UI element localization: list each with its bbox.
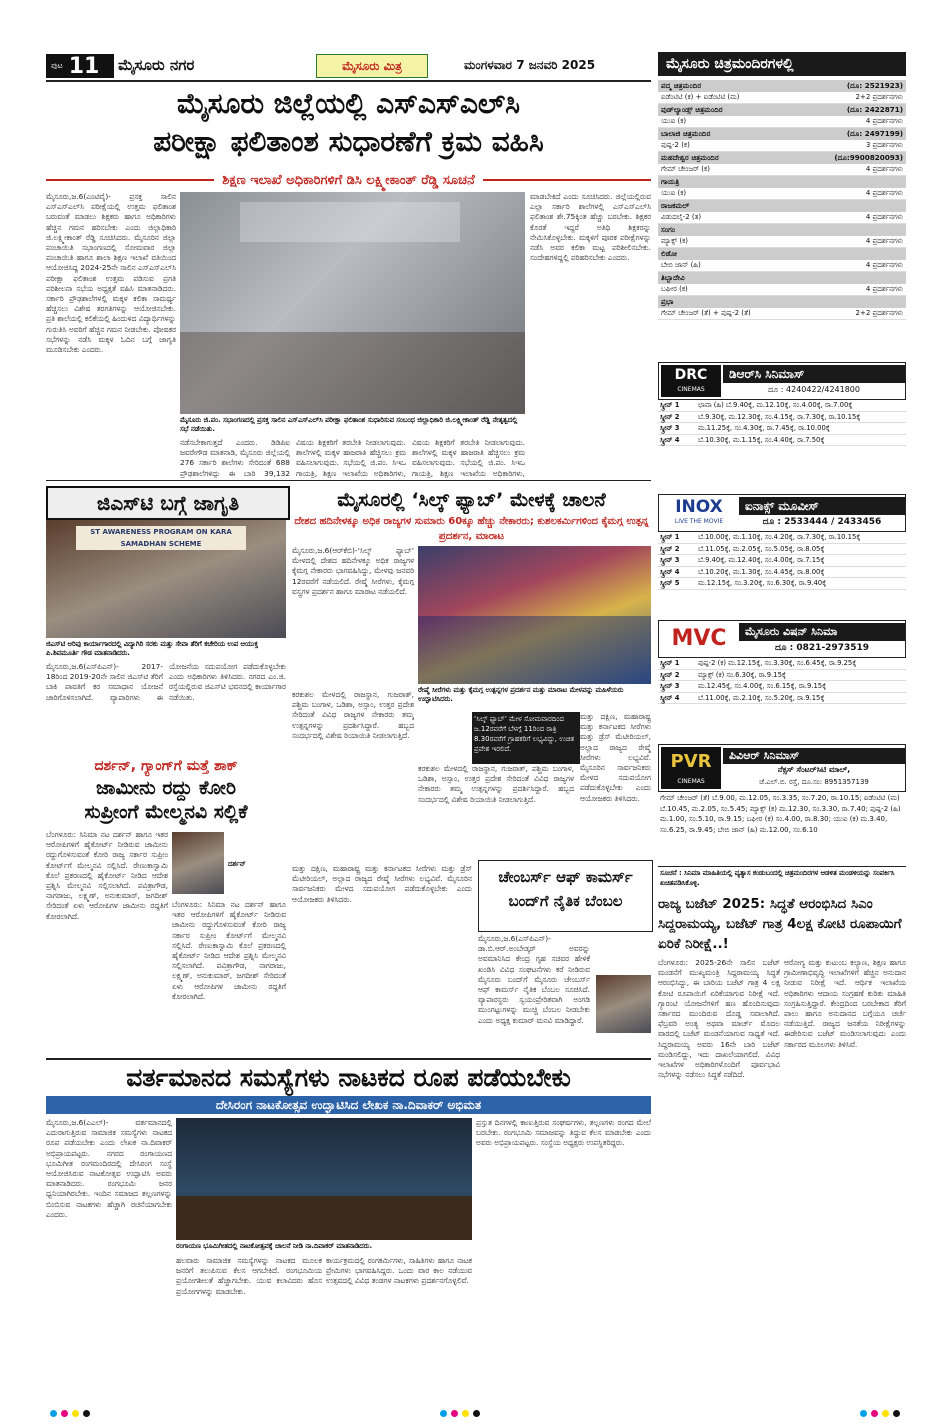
registration-dots-center	[440, 1402, 484, 1421]
registration-dot	[451, 1410, 458, 1417]
masthead-rule	[46, 80, 651, 82]
theatre-hall-name: ವುಡ್‌ಲ್ಯಾಂಡ್ಸ್ ಚಿತ್ರಮಂದಿರ	[661, 105, 723, 114]
theatre-movie-row	[658, 92, 906, 104]
lead-column-2: ನಡೆಸಬೇಕಾಗುತ್ತದೆ ಎಂದರು. ಡಿಡಿಪಿಐ ಜವರೇಗೌಡ ಮಾತನಾಡಿ, ಮೈಸೂರು ಜಿಲ್ಲೆಯಲ್ಲಿ 276 ಸರ್ಕಾರಿ ಶಾಲೆಗಳು ಸೇರಿದಂತೆ 688 ಪ್ರೌಢಶಾಲೆಗಳಿದ್ದು ಈ ಬಾರಿ 39,132	[180, 438, 290, 478]
theatre-movie: ಐಡೆಂಟಿಟಿ (ಕ) + ಐಡೆಂಟಿಟಿ (ಮ)	[661, 93, 740, 101]
mvc-screen-label: ಸ್ಕ್ರೀನ್ 1	[660, 659, 680, 667]
drc-screen-row	[658, 412, 906, 424]
theatre-hall-name: ಪ್ರಭಾ	[661, 297, 674, 306]
theatre-movie: ಯುಐ (ಕ)	[661, 189, 687, 197]
pvr-name: ಪಿವಿಆರ್ ಸಿನಿಮಾಸ್	[723, 748, 905, 764]
inox-showtimes	[658, 532, 906, 590]
theatre-movie-row	[658, 260, 906, 272]
mvc-showtimes-text: ಮ್ಯಾಕ್ಸ್ (ಕ) ಸಂ.6.30ಕ್ಕೆ, ರಾ.9.15ಕ್ಕೆ	[698, 670, 786, 679]
mvc-screen-row	[658, 670, 906, 682]
theatre-hall-name: ತಿಬ್ಬಾದೇವಿ	[661, 273, 685, 282]
inox-screen-label: ಸ್ಕ್ರೀನ್ 3	[660, 556, 680, 564]
gst-photo	[46, 520, 286, 638]
drama-column-4: ಪ್ರಸ್ತುತ ದಿನಗಳಲ್ಲಿ ಕಾಣುತ್ತಿರುವ ಸಂಘರ್ಷಗಳು, ತಲ್ಲಣಗಳು ರಂಗದ ಮೇಲೆ ಬರಬೇಕು. ರಂಗಭೂಮಿ ಸಮಾಜವನ್ನು ತಿದ್ದುವ ಕೆಲಸ ಮಾಡಬೇಕು ಎಂದು ಅವರು ಅಭಿಪ್ರಾಯಪಟ್ಟರು. ಸಂಸ್ಥೆಯ ಅಧ್ಯಕ್ಷರು ಉಪಸ್ಥಿತರಿದ್ದರು.	[476, 1118, 651, 1148]
lead-headline-line-2: ಪರೀಕ್ಷಾ ಫಲಿತಾಂಶ ಸುಧಾರಣೆಗೆ ಕ್ರಮ ವಹಿಸಿ	[153, 125, 544, 158]
silk-column-1: ಮೈಸೂರು,ಜ.6(ಆರ್‌ಕೆಬಿ)-‘ಸಿಲ್ಕ್ ಫ್ಯಾಬ್’ ಮೇಳದಲ್ಲಿ ದೇಶದ ಹದಿನೇಳಕ್ಕೂ ಅಧಿಕ ರಾಜ್ಯಗಳ ಕೈಮಗ್ಗ ನೇಕಾರರು ಭಾಗವಹಿಸಿದ್ದು, ಮೇಳವು ಜನವರಿ 12ರವರೆಗೆ ನಡೆಯಲಿದೆ. ರೇಷ್ಮೆ ಸೀರೆಗಳು, ಕೈಮಗ್ಗ ವಸ್ತ್ರಗಳ ಪ್ರದರ್ಶನ ಹಾಗೂ ಮಾರಾಟ ನಡೆಯಲಿದೆ.	[292, 546, 414, 596]
silk-subhead: ದೇಶದ ಹದಿನೇಳಕ್ಕೂ ಅಧಿಕ ರಾಜ್ಯಗಳ ಸುಮಾರು 60ಕ್ಕೂ ಹೆಚ್ಚು ನೇಕಾರರು; ಕುಶಲಕರ್ಮಿಗಳಿಂದ ಕೈಮಗ್ಗ ಉತ್ಪನ್ನ ಪ್ರದರ್ಶನ, ಮಾರಾಟ	[294, 516, 649, 542]
mvc-showtimes	[658, 658, 906, 704]
silk-caption: ರೇಷ್ಮೆ ಸೀರೆಗಳು ಮತ್ತು ಕೈಮಗ್ಗ ಉತ್ಪನ್ನಗಳ ಪ್ರದರ್ಶನ ಮತ್ತು ಮಾರಾಟ ಮೇಳವನ್ನು ಮಹಿಳೆಯರು ಉದ್ಘಾಟಿಸಿದರು.	[418, 686, 624, 703]
darshan-photo	[172, 832, 224, 894]
theatre-movie-row	[658, 188, 906, 200]
silk-column-2: ಕರಕುಶಲ ಮೇಳದಲ್ಲಿ ರಾಜಸ್ಥಾನ, ಗುಜರಾತ್, ಪಶ್ಚಿಮ ಬಂಗಾಳ, ಒಡಿಶಾ, ಅಸ್ಸಾಂ, ಉತ್ತರ ಪ್ರದೇಶ ಸೇರಿದಂತೆ ವಿವಿಧ ರಾಜ್ಯಗಳ ನೇಕಾರರು ತಮ್ಮ ಉತ್ಪನ್ನಗಳನ್ನು ಪ್ರದರ್ಶಿಸಿದ್ದಾರೆ. ಹಬ್ಬದ ಸಂದರ್ಭದಲ್ಲಿ ವಿಶೇಷ ರಿಯಾಯಿತಿ ನೀಡಲಾಗುತ್ತಿದೆ.	[292, 690, 414, 740]
drc-name: ಡಿಆರ್‌ಸಿ ಸಿನಿಮಾಸ್	[723, 365, 905, 383]
section-name: ಮೈಸೂರು ನಗರ	[118, 56, 195, 74]
mvc-showtimes-text: ಮ.12.45ಕ್ಕೆ, ಸಂ.4.00ಕ್ಕೆ, ಸಂ.6.15ಕ್ಕೆ, ರಾ.9.15ಕ್ಕೆ	[698, 682, 827, 690]
page-label: ಪುಟ	[51, 61, 63, 70]
inox-screen-label: ಸ್ಕ್ರೀನ್ 4	[660, 567, 680, 576]
theatre-hall-phone: (ದೂ: 2422871)	[846, 105, 903, 114]
inox-showtimes-text: ಬೆ.11.05ಕ್ಕೆ, ಮ.2.05ಕ್ಕೆ, ಸಂ.5.05ಕ್ಕೆ, ರಾ.8.05ಕ್ಕೆ	[698, 544, 825, 553]
registration-dot	[882, 1410, 889, 1417]
theatre-hall	[658, 128, 906, 140]
lead-photo-meeting	[180, 192, 525, 414]
theatres-title: ಮೈಸೂರು ಚಿತ್ರಮಂದಿರಗಳಲ್ಲಿ	[658, 52, 906, 76]
drc-logo-sub: CINEMAS	[677, 386, 705, 393]
drc-logo	[661, 365, 721, 397]
theatre-hall-name: ಸಂಗಂ	[661, 225, 676, 234]
inox-screen-label: ಸ್ಕ್ರೀನ್ 5	[660, 579, 680, 587]
inox-block	[658, 494, 906, 590]
theatre-list	[658, 80, 906, 320]
drama-photo	[176, 1118, 472, 1240]
theatre-movie-row	[658, 308, 906, 320]
theatre-shows: 4 ಪ್ರದರ್ಶನಗಳು	[865, 285, 903, 293]
rule-after-lead	[46, 480, 651, 481]
silk-info-box: ‘ಸಿಲ್ಕ್ ಫ್ಯಾಬ್’ ಮೇಳ ಸೋಮವಾರದಿಂದ ಜ.12ರವರೆಗೆ ಬೆಳಗ್ಗೆ 11ರಿಂದ ರಾತ್ರಿ 8.30ರವರೆಗೆ ಗ್ರಾಹಕರಿಗೆ ಲಭ್ಯವಿದ್ದು, ಉಚಿತ ಪ್ರವೇಶ ಇರಲಿದೆ.	[472, 712, 580, 764]
mvc-screen-label: ಸ್ಕ್ರೀನ್ 3	[660, 682, 680, 690]
theatre-movie-row	[658, 236, 906, 248]
theatre-hall	[658, 248, 906, 260]
inox-showtimes-text: ಮ.12.15ಕ್ಕೆ, ಸಂ.3.20ಕ್ಕೆ, ಸಂ.6.30ಕ್ಕೆ, ರಾ.9.40ಕ್ಕೆ	[698, 579, 827, 587]
drc-showtimes-text: ಮ.11.25ಕ್ಕೆ, ಸಂ.4.30ಕ್ಕೆ, ರಾ.7.45ಕ್ಕೆ, ರಾ.10.00ಕ್ಕೆ	[698, 424, 830, 432]
chamber-photo	[596, 975, 651, 1033]
inox-screen-row	[658, 578, 906, 590]
drc-screen-label: ಸ್ಕ್ರೀನ್ 3	[660, 424, 680, 432]
inox-screen-row	[658, 544, 906, 556]
lead-subhead	[46, 170, 651, 190]
drama-subhead: ದೇಸಿರಂಗ ನಾಟಕೋತ್ಸವ ಉದ್ಘಾಟಿಸಿದ ಲೇಖಕ ನಾ.ದಿವಾಕರ್ ಅಭಿಮತ	[46, 1096, 651, 1114]
drc-logo-text: DRC	[674, 367, 708, 383]
darshan-photo-label: ದರ್ಶನ್	[228, 860, 246, 868]
inox-showtimes-text: ಬೆ.9.40ಕ್ಕೆ, ಮ.12.40ಕ್ಕೆ, ಸಂ.4.00ಕ್ಕೆ, ರಾ.7.15ಕ್ಕೆ	[698, 556, 825, 564]
theatre-movie-row	[658, 212, 906, 224]
theatre-shows: 2+2 ಪ್ರದರ್ಶನಗಳು	[855, 93, 903, 101]
mvc-showtimes-text: ಪುಷ್ಪ-2 (ಕ) ಮ.12.15ಕ್ಕೆ, ಸಂ.3.30ಕ್ಕೆ, ಸಂ.6.45ಕ್ಕೆ, ರಾ.9.25ಕ್ಕೆ	[698, 659, 857, 667]
budget-column-2: ಆರೋಗ್ಯ ಮತ್ತು ಕುಟುಂಬ ಕಲ್ಯಾಣ, ಶಿಕ್ಷಣ ಹಾಗೂ ಗ್ರಾಮೀಣಾಭಿವೃದ್ಧಿ ಇಲಾಖೆಗಳಿಗೆ ಹೆಚ್ಚಿನ ಅನುದಾನ ನೀಡುವ ನಿರೀಕ್ಷೆ ಇದೆ. ಆರ್ಥಿಕ ಇಲಾಖೆಯ ಅಧಿಕಾರಿಗಳು ಆದಾಯ ಸಂಗ್ರಹಣೆ ಕುರಿತು ಮಾಹಿತಿ ಸಂಗ್ರಹಿಸುತ್ತಿದ್ದಾರೆ. ಕೇಂದ್ರದಿಂದ ಬರಬೇಕಾದ ತೆರಿಗೆ ಪಾಲು ಹಾಗೂ ಅನುದಾನದ ಬಗ್ಗೆಯೂ ಚರ್ಚೆ ನಡೆಯುತ್ತಿದೆ. ರಾಜ್ಯದ ಜನತೆಯ ನಿರೀಕ್ಷೆಗಳನ್ನು ಈಡೇರಿಸುವ ಬಜೆಟ್ ಮಂಡಿಸಲಾಗುವುದು ಎಂದು ಸರ್ಕಾರದ ಮೂಲಗಳು ತಿಳಿಸಿವೆ.	[784, 958, 906, 1049]
theatre-movie: ಪುಷ್ಪ-2 (ಕ)	[661, 141, 690, 149]
chamber-headline-1: ಚೇಂಬರ್ಸ್ ಆಫ್ ಕಾಮರ್ಸ್	[498, 868, 633, 886]
mvc-logo: MVC	[671, 626, 727, 651]
darshan-kicker: ದರ್ಶನ್, ಗ್ಯಾಂಗ್‌ಗೆ ಮತ್ತೆ ಶಾಕ್	[94, 758, 238, 774]
inox-name: ಐನಾಕ್ಸ್ ಮೂವೀಸ್	[739, 497, 905, 515]
darshan-body-right: ಬೆಂಗಳೂರು: ಸಿನಿಮಾ ನಟ ದರ್ಶನ್ ಹಾಗೂ ಇತರ ಆರೋಪಿಗಳಿಗೆ ಹೈಕೋರ್ಟ್ ನೀಡಿರುವ ಜಾಮೀನು ರದ್ದುಗೊಳಿಸುವಂತೆ ಕೋರಿ ರಾಜ್ಯ ಸರ್ಕಾರ ಸುಪ್ರೀಂ ಕೋರ್ಟ್‌ಗೆ ಮೇಲ್ಮನವಿ ಸಲ್ಲಿಸಿದೆ. ರೇಣುಕಾಸ್ವಾಮಿ ಕೊಲೆ ಪ್ರಕರಣದಲ್ಲಿ ಹೈಕೋರ್ಟ್ ನೀಡಿದ ಆದೇಶ ಪ್ರಶ್ನಿಸಿ ಮೇಲ್ಮನವಿ ಸಲ್ಲಿಸಲಾಗಿದೆ. ಪವಿತ್ರಾಗೌಡ, ನಾಗರಾಜು, ಲಕ್ಷ್ಮಣ್, ಅನುಕುಮಾರ್, ಜಗದೀಶ್ ಸೇರಿದಂತೆ ಏಳು ಆರೋಪಿಗಳ ಜಾಮೀನು ರದ್ದತಿಗೆ ಕೋರಲಾಗಿದೆ.	[172, 900, 286, 1001]
drc-showtimes-text: ಬೆ.9.30ಕ್ಕೆ, ಮ.12.30ಕ್ಕೆ, ಸಂ.4.15ಕ್ಕೆ, ರಾ.7.30ಕ್ಕೆ, ರಾ.10.15ಕ್ಕೆ	[698, 412, 861, 421]
masthead	[46, 54, 646, 78]
page-number: 11	[68, 53, 100, 79]
mvc-name: ಮೈಸೂರು ವಿಷನ್ ಸಿನಿಮಾ	[739, 623, 905, 641]
drama-caption: ರಂಗಾಯಣ ಭೂಮಿಗೀತದಲ್ಲಿ ನಾಟಕೋತ್ಸವಕ್ಕೆ ಚಾಲನೆ ನೀಡಿ ನಾ.ದಿವಾಕರ್ ಮಾತನಾಡಿದರು.	[176, 1242, 373, 1250]
theatre-shows: 4 ಪ್ರದರ್ಶನಗಳು	[865, 237, 903, 245]
budget-headline: ರಾಜ್ಯ ಬಜೆಟ್ 2025: ಸಿದ್ಧತೆ ಆರಂಭಿಸಿದ ಸಿಎಂ ಸಿದ್ದರಾಮಯ್ಯ, ಬಜೆಟ್ ಗಾತ್ರ 4ಲಕ್ಷ ಕೋಟಿ ರೂಪಾಯಿಗೆ ಏರಿಕೆ ನಿರೀಕ್ಷೆ..!	[658, 896, 902, 952]
budget-column-1: ಬೆಂಗಳೂರು: 2025-26ನೇ ಸಾಲಿನ ಬಜೆಟ್ ಮಂಡನೆಗೆ ಮುಖ್ಯಮಂತ್ರಿ ಸಿದ್ದರಾಮಯ್ಯ ಸಿದ್ಧತೆ ಆರಂಭಿಸಿದ್ದು, ಈ ಬಾರಿಯ ಬಜೆಟ್ ಗಾತ್ರ 4 ಲಕ್ಷ ಕೋಟಿ ರೂಪಾಯಿಗೆ ಏರಿಕೆಯಾಗುವ ನಿರೀಕ್ಷೆ ಇದೆ. ಗ್ಯಾರಂಟಿ ಯೋಜನೆಗಳಿಗೆ ಹಣ ಹೊಂದಿಸುವುದು ಸರ್ಕಾರದ ಮುಂದಿರುವ ದೊಡ್ಡ ಸವಾಲಾಗಿದೆ. ಫೆಬ್ರವರಿ ಅಂತ್ಯ ಅಥವಾ ಮಾರ್ಚ್ ಮೊದಲ ವಾರದಲ್ಲಿ ಬಜೆಟ್ ಮಂಡನೆಯಾಗುವ ಸಾಧ್ಯತೆ ಇದೆ. ಸಿದ್ದರಾಮಯ್ಯ ಅವರು 16ನೇ ಬಾರಿ ಬಜೆಟ್ ಮಂಡಿಸಲಿದ್ದು, ಇದು ದಾಖಲೆಯಾಗಲಿದೆ. ವಿವಿಧ ಇಲಾಖೆಗಳ ಅಧಿಕಾರಿಗಳೊಂದಿಗೆ ಪೂರ್ವಭಾವಿ ಸಭೆಗಳನ್ನು ನಡೆಸಲು ಸಿದ್ಧತೆ ನಡೆದಿದೆ.	[658, 958, 780, 1080]
registration-dot	[860, 1410, 867, 1417]
theatre-hall-name: ಪದ್ಮ ಚಿತ್ರಮಂದಿರ	[661, 81, 702, 90]
drc-showtimes-text: ಛಾವಾ (ಹಿ) ಬೆ.9.40ಕ್ಕೆ, ಮ.12.10ಕ್ಕೆ, ಸಂ.4.00ಕ್ಕೆ, ರಾ.7.00ಕ್ಕೆ	[698, 401, 853, 409]
theatre-movie-row	[658, 164, 906, 176]
registration-dot	[61, 1410, 68, 1417]
theatre-hall-name: ರಾಜಕಮಲ್	[661, 201, 690, 210]
silk-column-5: ಮತ್ತು ದಕ್ಷಿಣ, ಮಹಾರಾಷ್ಟ್ರ ಮತ್ತು ಕರ್ನಾಟಕದ ಸೀರೆಗಳು ಮತ್ತು ಡ್ರೆಸ್ ಮೆಟೀರಿಯಲ್, ಅಲ್ಲಾದ ರಾಜ್ಯದ ರೇಷ್ಮೆ ಸೀರೆಗಳು ಲಭ್ಯವಿವೆ. ಮೈಸೂರಿನ ಸಾರ್ವಜನಿಕರು ಮೇಳದ ಸದುಪಯೋಗ ಪಡೆದುಕೊಳ್ಳಬೇಕು ಎಂದು ಆಯೋಜಕರು ತಿಳಿಸಿದರು.	[292, 864, 472, 904]
registration-dots-left	[50, 1402, 94, 1421]
inox-screen-row	[658, 555, 906, 567]
registration-dot	[50, 1410, 57, 1417]
mvc-phone: ದೂ : 0821-2973519	[774, 643, 870, 653]
mvc-screen-label: ಸ್ಕ್ರೀನ್ 2	[660, 670, 680, 679]
lead-column-3: ವಿಷಯ ಶಿಕ್ಷಕರಿಗೆ ತರಬೇತಿ ನೀಡಲಾಗುವುದು. ಶಾಲೆಗಳಲ್ಲಿ ಮಕ್ಕಳ ಹಾಜರಾತಿ ಹೆಚ್ಚಿಸಲು ಕ್ರಮ ವಹಿಸಲಾಗುವುದು. ಸಭೆಯಲ್ಲಿ ಜಿ.ಪಂ. ಸಿಇಒ ಗಾಯತ್ರಿ, ಶಿಕ್ಷಣ ಇಲಾಖೆಯ ಅಧಿಕಾರಿಗಳು,	[296, 438, 406, 478]
theatre-shows: 3 ಪ್ರದರ್ಶನಗಳು	[865, 141, 903, 149]
gst-body: ಮೈಸೂರು,ಜ.6(ಎಸ್‌ಪಿಎನ್)- 2017-18ರಿಂದ 2019-20ನೇ ಸಾಲಿನ ಜಿಎಸ್‌ಟಿ ತೆರಿಗೆ ಬಾಕಿ ಪಾವತಿಗೆ ಕರ ಸಮಾಧಾನ ಯೋಜನೆ ಜಾರಿಗೊಳಿಸಲಾಗಿದೆ. ವ್ಯಾಪಾರಿಗಳು ಈ ಯೋಜನೆಯ ಸದುಪಯೋಗ ಪಡೆದುಕೊಳ್ಳಬೇಕು ಎಂದು ಅಧಿಕಾರಿಗಳು ತಿಳಿಸಿದರು. ನಗರದ ಎಂ.ಜಿ. ರಸ್ತೆಯಲ್ಲಿರುವ ಜಿಎಸ್‌ಟಿ ಭವನದಲ್ಲಿ ಕಾರ್ಯಾಗಾರ ನಡೆಯಿತು.	[46, 662, 286, 702]
mvc-showtimes-text: ಬೆ.11.00ಕ್ಕೆ, ಮ.2.10ಕ್ಕೆ, ಸಂ.5.20ಕ್ಕೆ, ರಾ.9.15ಕ್ಕೆ	[698, 693, 825, 702]
theatre-movie-row	[658, 116, 906, 128]
lead-column-2b: ವಿಷಯ ಶಿಕ್ಷಕರಿಗೆ ತರಬೇತಿ ನೀಡಲಾಗುವುದು. ಶಾಲೆಗಳಲ್ಲಿ ಮಕ್ಕಳ ಹಾಜರಾತಿ ಹೆಚ್ಚಿಸಲು ಕ್ರಮ ವಹಿಸಲಾಗುವುದು. ಸಭೆಯಲ್ಲಿ ಜಿ.ಪಂ. ಸಿಇಒ ಗಾಯತ್ರಿ, ಶಿಕ್ಷಣ ಇಲಾಖೆಯ ಅಧಿಕಾರಿಗಳು,	[412, 438, 525, 478]
pvr-logo-sub: CINEMAS	[677, 778, 705, 785]
rule-before-drama	[46, 1058, 651, 1060]
lead-column-4: ಮಾಡಬೇಕಿದೆ ಎಂದು ಸೂಚಿಸಿದರು. ಜಿಲ್ಲೆಯಲ್ಲಿರುವ ಎಲ್ಲಾ ಸರ್ಕಾರಿ ಶಾಲೆಗಳಲ್ಲಿ ಎಸ್‌ಎಸ್‌ಎಲ್‌ಸಿ ಫಲಿತಾಂಶ ಶೇ.75ಕ್ಕಿಂತ ಹೆಚ್ಚು ಬರಬೇಕು. ಶಿಕ್ಷಕರ ಕೊರತೆ ಇದ್ದರೆ ಅತಿಥಿ ಶಿಕ್ಷಕರನ್ನು ನೇಮಿಸಿಕೊಳ್ಳಬೇಕು. ಮಕ್ಕಳಿಗೆ ಪೂರಕ ಪರೀಕ್ಷೆಗಳನ್ನು ನಡೆಸಿ ಅವರ ಕಲಿಕಾ ಮಟ್ಟ ಪರಿಶೀಲಿಸಬೇಕು. ಸಂದೇಹಗಳಿದ್ದಲ್ಲಿ ಪರಿಹರಿಸಬೇಕು ಎಂದರು.	[530, 192, 651, 263]
theatre-hall	[658, 200, 906, 212]
drc-showtimes	[658, 400, 906, 446]
inox-logo-sub: LIVE THE MOVIE	[674, 518, 724, 525]
drc-screen-label: ಸ್ಕ್ರೀನ್ 4	[660, 435, 680, 444]
drama-column-1: ಮೈಸೂರು,ಜ.6(ಎಎಲ್)- ವರ್ತಮಾನದಲ್ಲಿ ಎದುರಾಗುತ್ತಿರುವ ಸಾಮಾಜಿಕ ಸಮಸ್ಯೆಗಳು ನಾಟಕದ ರೂಪ ಪಡೆಯಬೇಕು ಎಂದು ಲೇಖಕ ನಾ.ದಿವಾಕರ್ ಅಭಿಪ್ರಾಯಪಟ್ಟರು. ನಗರದ ರಂಗಾಯಣದ ಭೂಮಿಗೀತ ರಂಗಮಂದಿರದಲ್ಲಿ ದೇಸಿರಂಗ ಸಂಸ್ಥೆ ಆಯೋಜಿಸಿರುವ ನಾಟಕೋತ್ಸವ ಉದ್ಘಾಟಿಸಿ ಅವರು ಮಾತನಾಡಿದರು. ರಂಗಭೂಮಿ ಜನರ ಧ್ವನಿಯಾಗಿರಬೇಕು. ಇಂದಿನ ಸಮಾಜದ ತಲ್ಲಣಗಳನ್ನು ಬಿಂಬಿಸುವ ನಾಟಕಗಳು ಹೆಚ್ಚಾಗಿ ರಚನೆಯಾಗಬೇಕು ಎಂದರು.	[46, 1118, 172, 1219]
lead-headline-line-1: ಮೈಸೂರು ಜಿಲ್ಲೆಯಲ್ಲಿ ಎಸ್‌ಎಸ್‌ಎಲ್‌ಸಿ	[176, 87, 521, 120]
inox-screen-row	[658, 567, 906, 579]
theatre-hall	[658, 272, 906, 284]
drc-screen-row	[658, 423, 906, 435]
inox-screen-label: ಸ್ಕ್ರೀನ್ 1	[660, 533, 680, 541]
drama-headline: ವರ್ತಮಾನದ ಸಮಸ್ಯೆಗಳು ನಾಟಕದ ರೂಪ ಪಡೆಯಬೇಕು	[126, 1063, 571, 1092]
drc-screen-row	[658, 400, 906, 412]
theatre-hall-phone: (ದೂ: 2521923)	[846, 81, 903, 90]
theatre-shows: 2+2 ಪ್ರದರ್ಶನಗಳು	[855, 309, 903, 317]
pvr-note: ಸೂಚನೆ : ಸಿನಿಮಾ ಮಾಹಿತಿಯಲ್ಲಿ ವ್ಯತ್ಯಾಸ ಕಂಡುಬಂದಲ್ಲಿ ಚಿತ್ರಮಂದಿರಗಳ ಆಡಳಿತ ಮಂಡಳಿಯನ್ನು ಸಂಪರ್ಕಿಸಿ ಖಚಿತಪಡಿಸಿಕೊಳ್ಳಿ.	[658, 866, 906, 899]
theatre-hall	[658, 80, 906, 92]
registration-dot	[440, 1410, 447, 1417]
registration-dot	[473, 1410, 480, 1417]
theatre-hall-name: ಬಾಲಾಜಿ ಚಿತ್ರಮಂದಿರ	[661, 129, 711, 138]
inox-screen-label: ಸ್ಕ್ರೀನ್ 2	[660, 544, 680, 553]
theatre-hall-name: ಮಹದೇಶ್ವರ ಚಿತ್ರಮಂದಿರ	[661, 153, 719, 162]
inox-screen-row	[658, 532, 906, 544]
theatre-movie-row	[658, 140, 906, 152]
theatre-movie: ಗೇಮ್ ಚೇಂಜರ್ (ಕ)	[661, 165, 710, 173]
inox-phone: ದೂ : 2533444 / 2433456	[762, 517, 882, 527]
chamber-body: ಮೈಸೂರು,ಜ.6(ಎಸ್‌ಪಿಎನ್)-ಡಾ.ಬಿ.ಆರ್.ಅಂಬೇಡ್ಕರ್ ಅವರನ್ನು ಅವಮಾನಿಸಿದ ಕೇಂದ್ರ ಗೃಹ ಸಚಿವರ ಹೇಳಿಕೆ ಖಂಡಿಸಿ ವಿವಿಧ ಸಂಘಟನೆಗಳು ಕರೆ ನೀಡಿರುವ ಮೈಸೂರು ಬಂದ್‌ಗೆ ಮೈಸೂರು ಚೇಂಬರ್ಸ್ ಆಫ್ ಕಾಮರ್ಸ್ ನೈತಿಕ ಬೆಂಬಲ ಸೂಚಿಸಿದೆ. ವ್ಯಾಪಾರಸ್ಥರು ಸ್ವಯಂಪ್ರೇರಿತವಾಗಿ ಅಂಗಡಿ ಮುಂಗಟ್ಟುಗಳನ್ನು ಮುಚ್ಚಿ ಬೆಂಬಲ ನೀಡಬೇಕು ಎಂದು ಅಧ್ಯಕ್ಷ ಕುಮಾರ್ ಮನವಿ ಮಾಡಿದ್ದಾರೆ.	[478, 934, 590, 1025]
drama-column-3: ಕಾರ್ಯಕ್ರಮದಲ್ಲಿ ರಂಗಕರ್ಮಿಗಳು, ಸಾಹಿತಿಗಳು ಹಾಗೂ ನಾಟಕ ಪ್ರೇಮಿಗಳು ಭಾಗವಹಿಸಿದ್ದರು. ಒಂದು ವಾರ ಕಾಲ ನಡೆಯುವ ಉತ್ಸವದಲ್ಲಿ ವಿವಿಧ ತಂಡಗಳ ನಾಟಕಗಳು ಪ್ರದರ್ಶನಗೊಳ್ಳಲಿವೆ.	[326, 1256, 472, 1286]
theatre-hall	[658, 104, 906, 116]
registration-dot	[893, 1410, 900, 1417]
issue-date: ಮಂಗಳವಾರ 7 ಜನವರಿ 2025	[464, 58, 596, 72]
theatre-movie: ಗೇಮ್ ಚೇಂಜರ್ (ತೆ) + ಪುಷ್ಪ-2 (ತೆ)	[661, 309, 751, 317]
pvr-logo-text: PVR	[670, 751, 712, 772]
gst-headline: ಜಿಎಸ್‌ಟಿ ಬಗ್ಗೆ ಜಾಗೃತಿ	[46, 486, 290, 520]
darshan-body-left: ಬೆಂಗಳೂರು: ಸಿನಿಮಾ ನಟ ದರ್ಶನ್ ಹಾಗೂ ಇತರ ಆರೋಪಿಗಳಿಗೆ ಹೈಕೋರ್ಟ್ ನೀಡಿರುವ ಜಾಮೀನು ರದ್ದುಗೊಳಿಸುವಂತೆ ಕೋರಿ ರಾಜ್ಯ ಸರ್ಕಾರ ಸುಪ್ರೀಂ ಕೋರ್ಟ್‌ಗೆ ಮೇಲ್ಮನವಿ ಸಲ್ಲಿಸಿದೆ. ರೇಣುಕಾಸ್ವಾಮಿ ಕೊಲೆ ಪ್ರಕರಣದಲ್ಲಿ ಹೈಕೋರ್ಟ್ ನೀಡಿದ ಆದೇಶ ಪ್ರಶ್ನಿಸಿ ಮೇಲ್ಮನವಿ ಸಲ್ಲಿಸಲಾಗಿದೆ. ಪವಿತ್ರಾಗೌಡ, ನಾಗರಾಜು, ಲಕ್ಷ್ಮಣ್, ಅನುಕುಮಾರ್, ಜಗದೀಶ್ ಸೇರಿದಂತೆ ಏಳು ಆರೋಪಿಗಳ ಜಾಮೀನು ರದ್ದತಿಗೆ ಕೋರಲಾಗಿದೆ.	[46, 830, 168, 921]
theatre-shows: 4 ಪ್ರದರ್ಶನಗಳು	[865, 117, 903, 125]
mvc-screen-row	[658, 693, 906, 705]
pvr-phone: ಜೆ.ಎಲ್.ಬಿ. ರಸ್ತೆ, ದೂ.ಸಂ: 8951357139	[759, 778, 869, 786]
theatre-movie: ಯುಐ (ಕ)	[661, 117, 687, 125]
theatre-hall	[658, 176, 906, 188]
newspaper-name: ಮೈಸೂರು ಮಿತ್ರ	[316, 54, 428, 78]
theatre-hall	[658, 152, 906, 164]
silk-photo	[418, 546, 651, 684]
theatre-hall-phone: (ದೂ:9900820093)	[834, 153, 903, 162]
pvr-address: ನೆಕ್ಸಸ್ ಸೆಂಟರ್‌ಸಿಟಿ ಮಾಲ್,	[777, 765, 851, 774]
registration-dot	[83, 1410, 90, 1417]
drama-column-2: ಹಲವಾರು ಸಾಮಾಜಿಕ ಸಮಸ್ಯೆಗಳನ್ನು ನಾಟಕದ ಮೂಲಕ ಜನರಿಗೆ ತಲುಪಿಸುವ ಕೆಲಸ ಆಗಬೇಕಿದೆ. ರಂಗಭೂಮಿಯ ಪ್ರಯೋಗಶೀಲತೆ ಹೆಚ್ಚಾಗಬೇಕು. ಯುವ ಕಲಾವಿದರು ಹೊಸ ಪ್ರಯೋಗಗಳನ್ನು ಮಾಡಬೇಕು.	[176, 1256, 322, 1296]
mvc-block	[658, 620, 906, 704]
theatre-shows: 4 ಪ್ರದರ್ಶನಗಳು	[865, 165, 903, 173]
theatre-hall-name: ಲಿಡೋ	[661, 249, 678, 258]
theatre-movie: ಬೇಬಿ ಜಾನ್ (ಹಿ)	[661, 261, 701, 269]
theatre-shows: 4 ಪ್ರದರ್ಶನಗಳು	[865, 213, 903, 221]
lead-photo-caption: ಮೈಸೂರು ಜಿ.ಪಂ. ಸಭಾಂಗಣದಲ್ಲಿ ಪ್ರಸಕ್ತ ಸಾಲಿನ ಎಸ್‌ಎಸ್‌ಎಲ್‌ಸಿ ಪರೀಕ್ಷಾ ಫಲಿತಾಂಶ ಸುಧಾರಿಸುವ ಸಂಬಂಧ ಜಿಲ್ಲಾಧಿಕಾರಿ ಜಿ.ಲಕ್ಷ್ಮೀಕಾಂತ್ ರೆಡ್ಡಿ ನೇತೃತ್ವದಲ್ಲಿ ಸಭೆ ನಡೆಯಿತು.	[180, 416, 518, 433]
silk-column-4: ಕರಕುಶಲ ಮೇಳದಲ್ಲಿ ರಾಜಸ್ಥಾನ, ಗುಜರಾತ್, ಪಶ್ಚಿಮ ಬಂಗಾಳ, ಒಡಿಶಾ, ಅಸ್ಸಾಂ, ಉತ್ತರ ಪ್ರದೇಶ ಸೇರಿದಂತೆ ವಿವಿಧ ರಾಜ್ಯಗಳ ನೇಕಾರರು ತಮ್ಮ ಉತ್ಪನ್ನಗಳನ್ನು ಪ್ರದರ್ಶಿಸಿದ್ದಾರೆ. ಹಬ್ಬದ ಸಂದರ್ಭದಲ್ಲಿ ವಿಶೇಷ ರಿಯಾಯಿತಿ ನೀಡಲಾಗುತ್ತಿದೆ.	[418, 764, 574, 804]
theatre-hall-phone: (ದೂ: 2497199)	[846, 129, 903, 138]
theatre-movie: ಮ್ಯಾಕ್ಸ್ (ಕ)	[661, 237, 689, 245]
registration-dot	[462, 1410, 469, 1417]
theatre-hall	[658, 296, 906, 308]
inox-showtimes-text: ಬೆ.10.00ಕ್ಕೆ, ಮ.1.10ಕ್ಕೆ, ಸಂ.4.20ಕ್ಕೆ, ರಾ.7.30ಕ್ಕೆ, ರಾ.10.15ಕ್ಕೆ	[698, 533, 861, 541]
pvr-listing: ಗೇಮ್ ಚೇಂಜರ್ (ತೆ) ಬೆ.9.00, ಮ.12.05, ಸಂ.3.35, ಸಂ.7.20, ರಾ.10.15; ಐಡೆಂಟಿಟಿ (ಮ) ಬೆ.10.45, ಮ.2.05, ಸಂ.5.45; ಮ್ಯಾಕ್ಸ್ (ಕ) ಮ.12.30, ಸಂ.3.30, ರಾ.7.40; ಪುಷ್ಪ-2 (ಹಿ) ಮ.1.00, ಸಂ.5.10, ರಾ.9.15; ಬಘೀರ (ಕ) ಸಂ.4.00, ರಾ.8.30; ಯುಐ (ಕ) ಮ.3.40, ಸಂ.6.25, ರಾ.9.45; ಬೇಬಿ ಜಾನ್ (ಹಿ) ಮ.12.00, ಸಂ.6.10	[660, 794, 901, 834]
darshan-headline-2: ಸುಪ್ರೀಂಗೆ ಮೇಲ್ಮನವಿ ಸಲ್ಲಿಕೆ	[84, 801, 248, 823]
theatre-hall	[658, 224, 906, 236]
gst-caption: ಜಿಎಸ್‌ಟಿ ಅರಿವು ಕಾರ್ಯಾಗಾರದಲ್ಲಿ ವಿದ್ಯಾಗಿರಿ ಸರಕು ಮತ್ತು ಸೇವಾ ತೆರಿಗೆ ಕಚೇರಿಯ ಉಪ ಆಯುಕ್ತ ಪಿ.ಶಿವಮೂರ್ತಿ ಗೌಡ ಮಾತನಾಡಿದರು.	[46, 640, 258, 657]
page-number-box	[46, 54, 114, 78]
darshan-headline-1: ಜಾಮೀನು ರದ್ದು ಕೋರಿ	[96, 777, 236, 799]
drc-screen-label: ಸ್ಕ್ರೀನ್ 1	[660, 401, 680, 409]
lead-column-1: ಮೈಸೂರು,ಜ.6(ಎಂಟಿವೈ)- ಪ್ರಸಕ್ತ ಸಾಲಿನ ಎಸ್‌ಎಸ್‌ಎಲ್‌ಸಿ ಪರೀಕ್ಷೆಯಲ್ಲಿ ಉತ್ತಮ ಫಲಿತಾಂಶ ಬರುವಂತೆ ಮಾಡಲು ಶಿಕ್ಷಕರು ಹಾಗೂ ಅಧಿಕಾರಿಗಳು ಹೆಚ್ಚಿನ ಗಮನ ಹರಿಸಬೇಕು ಎಂದು ಜಿಲ್ಲಾಧಿಕಾರಿ ಜಿ.ಲಕ್ಷ್ಮೀಕಾಂತ್ ರೆಡ್ಡಿ ಸೂಚಿಸಿದರು. ಮೈಸೂರಿನ ಜಿಲ್ಲಾ ಪಂಚಾಯಿತಿ ಸಭಾಂಗಣದಲ್ಲಿ ಸೋಮವಾರ ಜಿಲ್ಲಾ ಪಂಚಾಯಿತಿ ಹಾಗೂ ಶಾಲಾ ಶಿಕ್ಷಣ ಇಲಾಖೆ ವತಿಯಿಂದ ಆಯೋಜಿಸಿದ್ದ 2024-25ನೇ ಸಾಲಿನ ಎಸ್‌ಎಸ್‌ಎಲ್‌ಸಿ ಪರೀಕ್ಷಾ ಫಲಿತಾಂಶ ಉತ್ತಮ ಪಡಿಸುವ ಪ್ರಗತಿ ಪರಿಶೀಲನಾ ಸಭೆಯ ಅಧ್ಯಕ್ಷತೆ ವಹಿಸಿ ಮಾತನಾಡಿದರು. ಸರ್ಕಾರಿ ಪ್ರೌಢಶಾಲೆಗಳಲ್ಲಿ ಮಕ್ಕಳ ಕಲಿಕಾ ಸಾಮರ್ಥ್ಯ ಹೆಚ್ಚಿಸಲು ವಿಶೇಷ ತರಗತಿಗಳನ್ನು ಆಯೋಜಿಸಬೇಕು. ಪ್ರತಿ ಶಾಲೆಯಲ್ಲಿ ಕಲಿಕೆಯಲ್ಲಿ ಹಿಂದುಳಿದ ವಿದ್ಯಾರ್ಥಿಗಳನ್ನು ಗುರುತಿಸಿ ಅವರಿಗೆ ಹೆಚ್ಚಿನ ಗಮನ ನೀಡಬೇಕು. ಪೋಷಕರ ಸಭೆಗಳನ್ನು ನಡೆಸಿ ಮಕ್ಕಳ ಓದಿನ ಬಗ್ಗೆ ಜಾಗೃತಿ ಮೂಡಿಸಬೇಕು ಎಂದರು.	[46, 192, 176, 355]
silk-column-3: ಮತ್ತು ದಕ್ಷಿಣ, ಮಹಾರಾಷ್ಟ್ರ ಮತ್ತು ಕರ್ನಾಟಕದ ಸೀರೆಗಳು ಮತ್ತು ಡ್ರೆಸ್ ಮೆಟೀರಿಯಲ್, ಅಲ್ಲಾದ ರಾಜ್ಯದ ರೇಷ್ಮೆ ಸೀರೆಗಳು ಲಭ್ಯವಿವೆ. ಮೈಸೂರಿನ ಸಾರ್ವಜನಿಕರು ಮೇಳದ ಸದುಪಯೋಗ ಪಡೆದುಕೊಳ್ಳಬೇಕು ಎಂದು ಆಯೋಜಕರು ತಿಳಿಸಿದರು.	[580, 712, 651, 803]
inox-showtimes-text: ಬೆ.10.20ಕ್ಕೆ, ಮ.1.30ಕ್ಕೆ, ಸಂ.4.45ಕ್ಕೆ, ರಾ.8.00ಕ್ಕೆ	[698, 567, 825, 576]
drc-screen-row	[658, 435, 906, 447]
lead-subhead-text: ಶಿಕ್ಷಣ ಇಲಾಖೆ ಅಧಿಕಾರಿಗಳಿಗೆ ಡಿಸಿ ಲಕ್ಷ್ಮೀಕಾಂತ್ ರೆಡ್ಡಿ ಸೂಚನೆ	[222, 172, 475, 188]
registration-dots-right	[860, 1402, 904, 1421]
chamber-box	[478, 860, 653, 932]
drc-phone: ದೂ : 4240422/4241800	[767, 385, 860, 394]
mvc-screen-label: ಸ್ಕ್ರೀನ್ 4	[660, 693, 680, 702]
theatre-shows: 4 ಪ್ರದರ್ಶನಗಳು	[865, 261, 903, 269]
drc-screen-label: ಸ್ಕ್ರೀನ್ 2	[660, 412, 680, 421]
theatre-hall-name: ಗಾಯತ್ರಿ	[661, 177, 680, 186]
theatre-shows: 4 ಪ್ರದರ್ಶನಗಳು	[865, 189, 903, 197]
inox-logo	[661, 497, 737, 529]
registration-dot	[871, 1410, 878, 1417]
mvc-screen-row	[658, 681, 906, 693]
drc-showtimes-text: ಬೆ.10.30ಕ್ಕೆ, ಮ.1.15ಕ್ಕೆ, ಸಂ.4.40ಕ್ಕೆ, ರಾ.7.50ಕ್ಕೆ	[698, 435, 825, 444]
drc-block	[658, 362, 906, 446]
theatre-movie-row	[658, 284, 906, 296]
silk-headline: ಮೈಸೂರಲ್ಲಿ ‘ಸಿಲ್ಕ್ ಫ್ಯಾಬ್’ ಮೇಳಕ್ಕೆ ಚಾಲನೆ	[337, 489, 606, 511]
theatre-movie: ಬಘೀರ (ಕ)	[661, 285, 688, 293]
theatre-movie: ವಿಡುದಲೈ-2 (ತ)	[661, 213, 702, 221]
mvc-screen-row	[658, 658, 906, 670]
pvr-block	[658, 744, 906, 899]
chamber-headline-2: ಬಂದ್‌ಗೆ ನೈತಿಕ ಬೆಂಬಲ	[508, 892, 623, 910]
gst-banner: ST AWARENESS PROGRAM ON KARA SAMADHAN SCHEME	[76, 526, 246, 550]
inox-logo-text: INOX	[675, 497, 723, 517]
registration-dot	[72, 1410, 79, 1417]
pvr-logo	[661, 747, 721, 789]
